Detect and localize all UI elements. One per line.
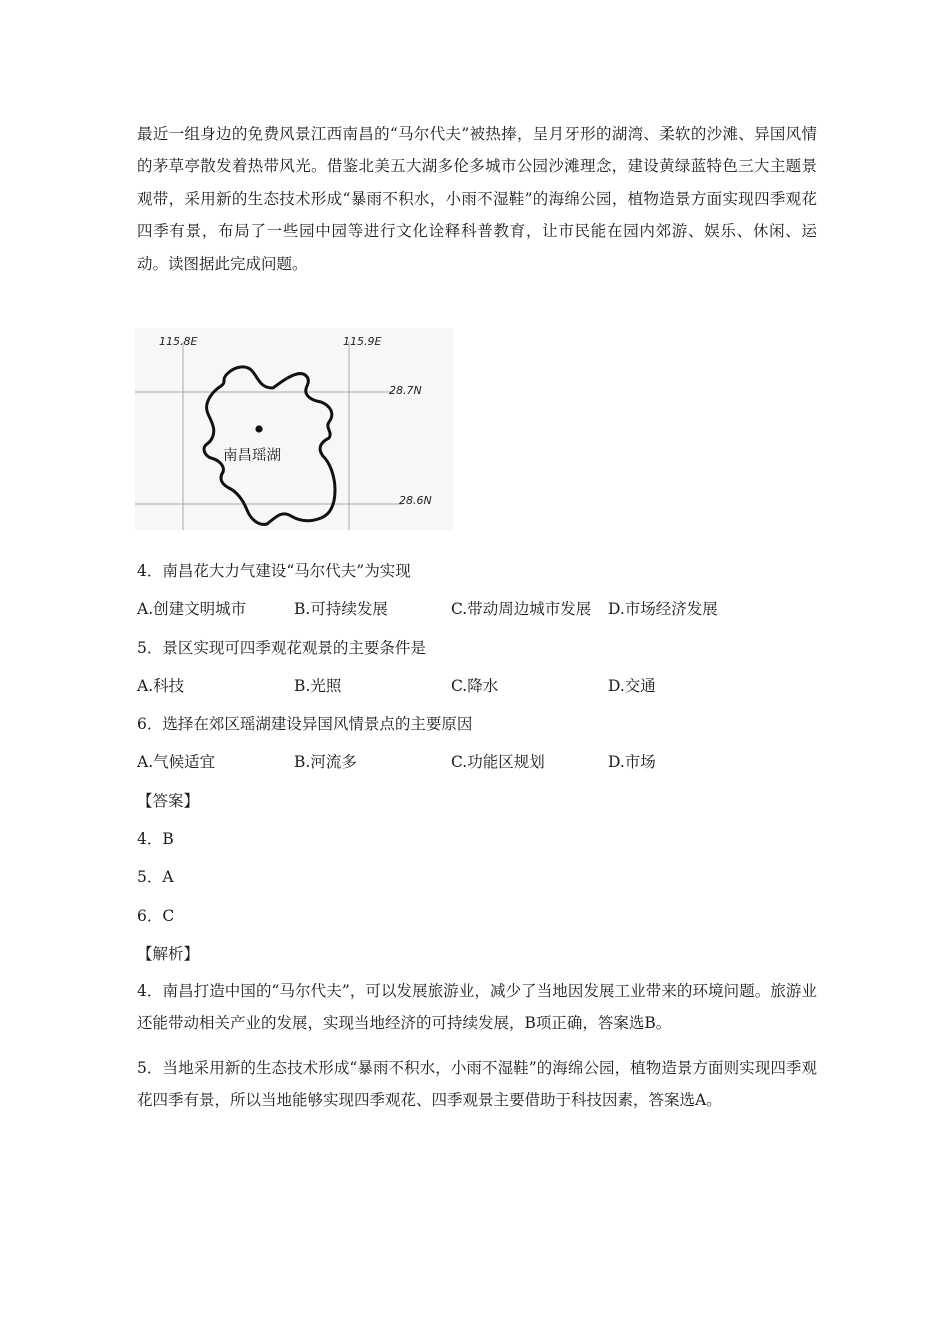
answer-4: 4．B bbox=[137, 830, 174, 848]
q6-option-d: D.市场 bbox=[608, 753, 656, 771]
q4-option-d: D.市场经济发展 bbox=[608, 600, 718, 618]
lake-location-dot bbox=[255, 425, 262, 432]
q4-option-a: A.创建文明城市 bbox=[137, 600, 247, 618]
q6-option-c: C.功能区规划 bbox=[451, 753, 545, 771]
lon-left-label: 115.8E bbox=[159, 335, 198, 348]
q5-option-c: C.降水 bbox=[451, 677, 499, 695]
question-5-stem: 5．景区实现可四季观花观景的主要条件是 bbox=[137, 639, 426, 657]
question-4-stem: 4．南昌花大力气建设“马尔代夫”为实现 bbox=[137, 562, 411, 580]
lat-bottom-label: 28.6N bbox=[399, 494, 432, 507]
question-6-stem: 6．选择在郊区瑶湖建设异国风情景点的主要原因 bbox=[137, 715, 473, 733]
map-drawing bbox=[135, 328, 453, 530]
q5-option-a: A.科技 bbox=[137, 677, 185, 695]
q6-option-b: B.河流多 bbox=[294, 753, 357, 771]
answer-5: 5．A bbox=[137, 868, 174, 886]
lake-label: 南昌瑶湖 bbox=[223, 448, 281, 464]
answer-6: 6．C bbox=[137, 907, 175, 925]
q5-option-d: D.交通 bbox=[608, 677, 656, 695]
q6-option-a: A.气候适宜 bbox=[137, 753, 216, 771]
analysis-heading: 【解析】 bbox=[137, 945, 200, 963]
answer-heading: 【答案】 bbox=[137, 792, 200, 810]
lake-outline bbox=[204, 367, 335, 524]
lon-right-label: 115.9E bbox=[343, 335, 382, 348]
intro-paragraph: 最近一组身边的免费风景江西南昌的“马尔代夫”被热捧，呈月牙形的湖湾、柔软的沙滩、异国风情的茅草亭散发着热带风光。借鉴北美五大湖多伦多城市公园沙滩理念，建设黄绿蓝特色三大主题景观带，采用新的生态技术形成“暴雨不积水，小雨不湿鞋”的海绵公园，植物造景方面实现四季观花四季有景，布局了一些园中园等进行文化诠释科普教育，让市民能在园内郊游、娱乐、休闲、运动。读图据此完成问题。 bbox=[137, 125, 817, 273]
q5-option-b: B.光照 bbox=[294, 677, 342, 695]
analysis-5: 5．当地采用新的生态技术形成“暴雨不积水，小雨不湿鞋”的海绵公园，植物造景方面则实现四季观花四季有景，所以当地能够实现四季观花、四季观景主要借助于科技因素，答案选A。 bbox=[137, 1059, 817, 1110]
lat-top-label: 28.7N bbox=[389, 384, 422, 397]
q4-option-c: C.带动周边城市发展 bbox=[451, 600, 592, 618]
yaohu-map bbox=[135, 328, 453, 530]
q4-option-b: B.可持续发展 bbox=[294, 600, 388, 618]
analysis-4: 4．南昌打造中国的“马尔代夫”，可以发展旅游业，减少了当地因发展工业带来的环境问题。旅游业还能带动相关产业的发展，实现当地经济的可持续发展，B项正确，答案选B。 bbox=[137, 982, 817, 1033]
